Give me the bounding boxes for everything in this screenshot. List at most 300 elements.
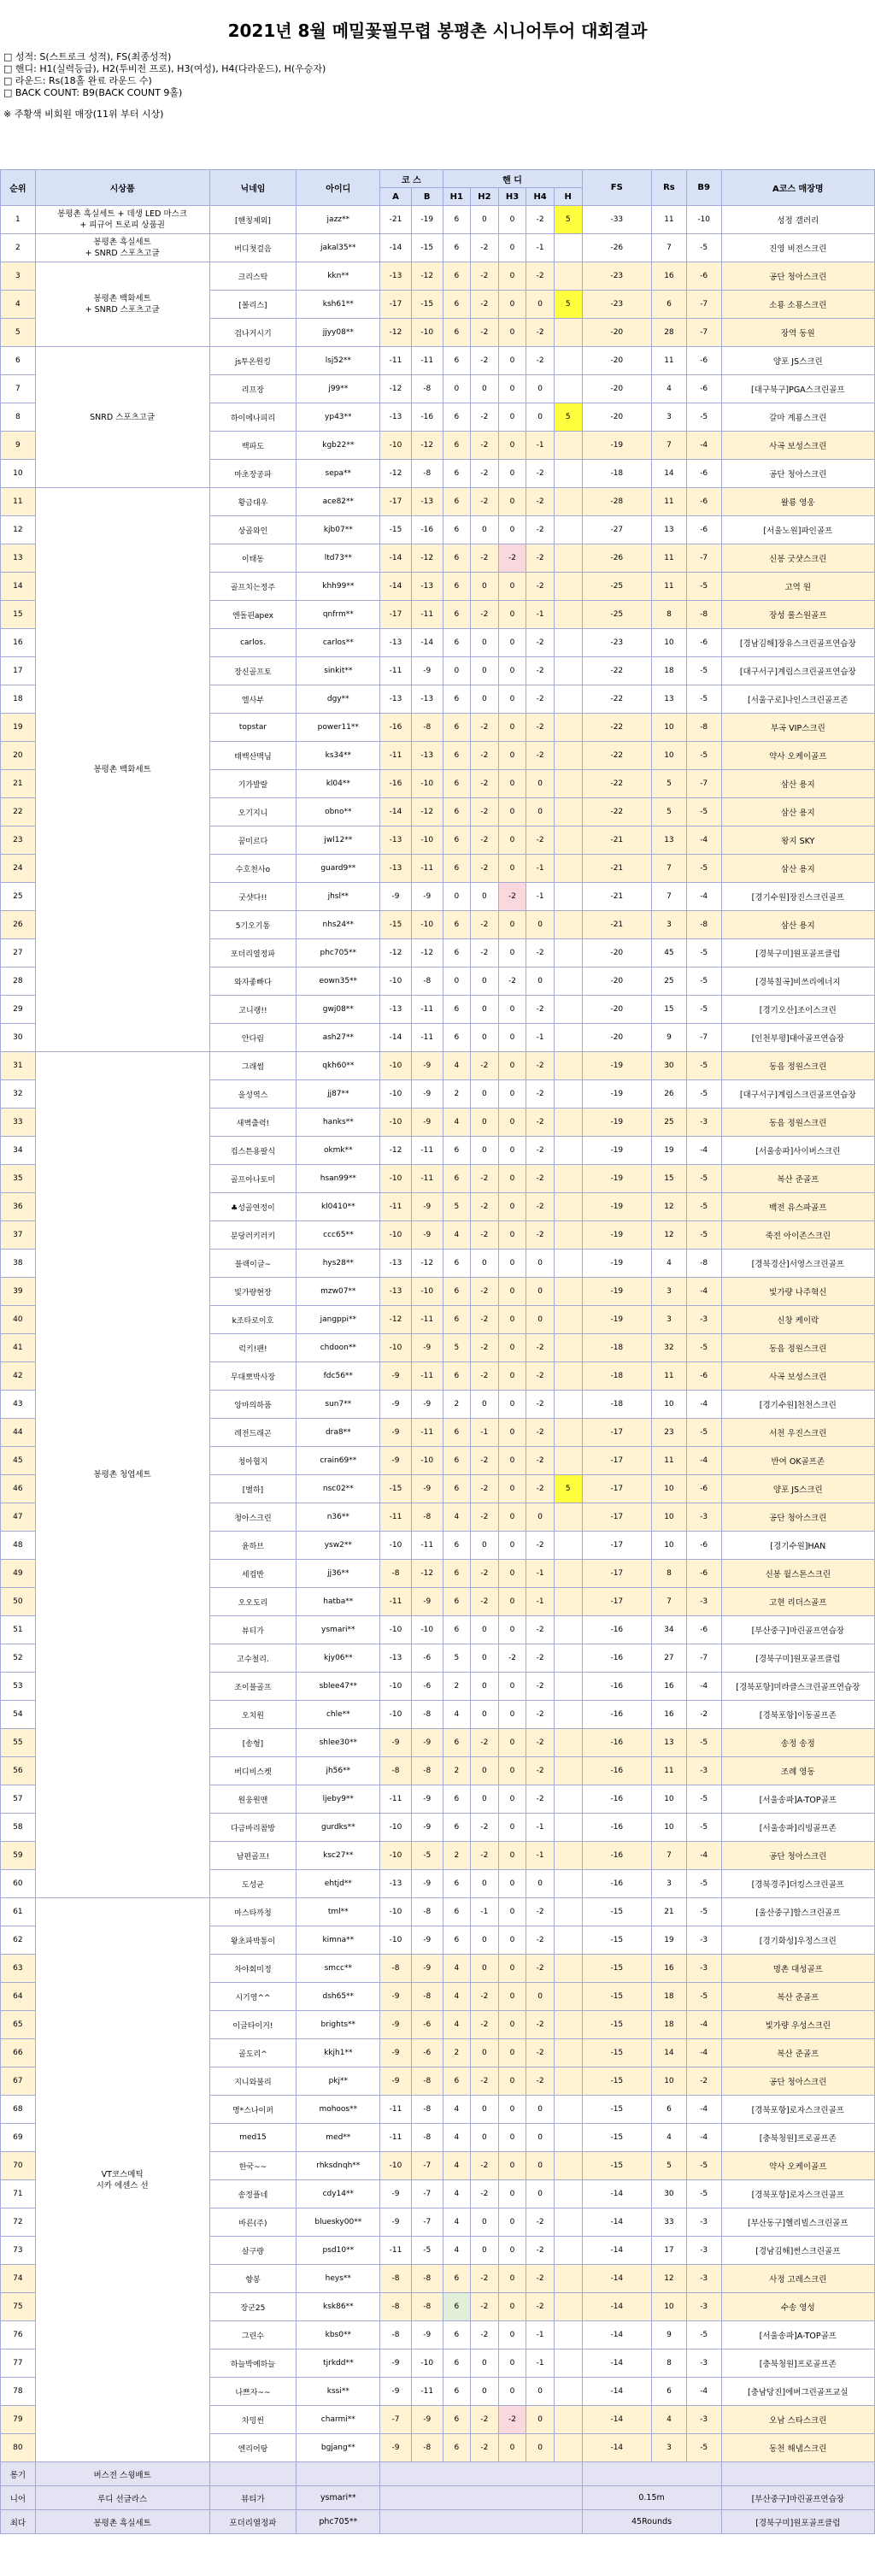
cell-Rs: 4 [652, 2124, 687, 2152]
cell-store: 소룡 소룡스크린 [721, 291, 874, 319]
cell-B: -12 [411, 262, 443, 291]
cell-rank: 65 [1, 2011, 36, 2039]
cell-H4: -2 [526, 347, 555, 375]
cell-B9: -6 [686, 460, 721, 488]
cell-H4: 0 [526, 798, 555, 826]
cell-store: 양포 JS스크린 [721, 1475, 874, 1503]
cell-B9: -7 [686, 291, 721, 319]
cell-FS: -16 [582, 1616, 652, 1644]
cell-H2: 0 [471, 1616, 499, 1644]
cell-H1: 2 [443, 1757, 471, 1785]
cell-store: 공단 청아스크린 [721, 1842, 874, 1870]
cell-H4: -1 [526, 855, 555, 883]
cell-id: hsan99** [297, 1165, 380, 1193]
cell-B: -8 [411, 2293, 443, 2321]
cell-rank: 58 [1, 1814, 36, 1842]
cell-H [554, 1278, 582, 1306]
cell-B9: -5 [686, 657, 721, 685]
cell-id: chle** [297, 1701, 380, 1729]
cell-nick: 살구량 [209, 2237, 297, 2265]
cell-rank: 39 [1, 1278, 36, 1306]
cell-A: -8 [380, 1955, 412, 1983]
cell-H3: 0 [498, 1673, 526, 1701]
cell-Rs: 15 [652, 1165, 687, 1193]
cell-H4: -2 [526, 1221, 555, 1250]
cell-H4: -2 [526, 319, 555, 347]
cell-Rs: 3 [652, 2434, 687, 2462]
award-blank [380, 2510, 582, 2534]
cell-Rs: 11 [652, 1447, 687, 1475]
cell-H [554, 1109, 582, 1137]
cell-id: kgb22** [297, 432, 380, 460]
cell-FS: -16 [582, 1757, 652, 1785]
cell-B9: -5 [686, 742, 721, 770]
cell-rank: 48 [1, 1532, 36, 1560]
cell-B: -11 [411, 1024, 443, 1052]
header-h: H [554, 188, 582, 206]
cell-H4: 0 [526, 1250, 555, 1278]
cell-H1: 0 [443, 375, 471, 403]
cell-B: -9 [411, 2406, 443, 2434]
cell-H3: 0 [498, 1278, 526, 1306]
cell-store: [경남김해]장유스크린골프연습장 [721, 629, 874, 657]
cell-H: 5 [554, 291, 582, 319]
cell-nick: 엔리어탕 [209, 2434, 297, 2462]
cell-id: ysmari** [297, 1616, 380, 1644]
cell-B9: -5 [686, 1785, 721, 1814]
cell-store: [서울노원]파인골프 [721, 516, 874, 544]
cell-H1: 6 [443, 1475, 471, 1503]
cell-rank: 30 [1, 1024, 36, 1052]
cell-B9: -5 [686, 1052, 721, 1080]
cell-H1: 6 [443, 206, 471, 234]
cell-A: -10 [380, 1673, 412, 1701]
cell-H2: 0 [471, 2096, 499, 2124]
cell-H [554, 2265, 582, 2293]
cell-H4: 0 [526, 2152, 555, 2180]
cell-B9: -4 [686, 1391, 721, 1419]
cell-H1: 6 [443, 714, 471, 742]
cell-A: -8 [380, 2321, 412, 2350]
prize-cell: 봉평촌 청엽세트 [35, 1052, 209, 1898]
cell-Rs: 14 [652, 460, 687, 488]
cell-id: hatba** [297, 1588, 380, 1616]
cell-rank: 21 [1, 770, 36, 798]
cell-FS: -33 [582, 206, 652, 234]
cell-H2: -2 [471, 1447, 499, 1475]
cell-nick: 백파도 [209, 432, 297, 460]
cell-id: cdy14** [297, 2180, 380, 2208]
cell-H2: -2 [471, 319, 499, 347]
cell-H3: 0 [498, 911, 526, 939]
cell-store: [충북청원]프로골프존 [721, 2124, 874, 2152]
cell-H4: -2 [526, 1080, 555, 1109]
cell-A: -8 [380, 1757, 412, 1785]
cell-FS: -20 [582, 1024, 652, 1052]
cell-H2: -2 [471, 1278, 499, 1306]
cell-rank: 9 [1, 432, 36, 460]
cell-H2: -2 [471, 2011, 499, 2039]
cell-id: ysw2** [297, 1532, 380, 1560]
cell-store: 수송 영성 [721, 2293, 874, 2321]
cell-H3: 0 [498, 1221, 526, 1250]
cell-B: -6 [411, 2039, 443, 2067]
cell-store: [서울송파]리빙골프존 [721, 1814, 874, 1842]
cell-H2: -2 [471, 1475, 499, 1503]
cell-H [554, 1532, 582, 1560]
cell-rank: 74 [1, 2265, 36, 2293]
cell-FS: -14 [582, 2208, 652, 2237]
cell-store: 신창 케이락 [721, 1306, 874, 1334]
cell-B9: -5 [686, 1983, 721, 2011]
cell-FS: -22 [582, 657, 652, 685]
cell-rank: 62 [1, 1926, 36, 1955]
cell-A: -9 [380, 2011, 412, 2039]
cell-nick: 버디비스켓 [209, 1757, 297, 1785]
cell-B9: -5 [686, 1814, 721, 1842]
cell-H1: 6 [443, 319, 471, 347]
cell-FS: -15 [582, 1926, 652, 1955]
cell-id: power11** [297, 714, 380, 742]
cell-A: -11 [380, 1503, 412, 1532]
cell-H2: -2 [471, 855, 499, 883]
cell-B9: -6 [686, 1560, 721, 1588]
cell-B9: -5 [686, 234, 721, 262]
cell-H1: 2 [443, 2039, 471, 2067]
cell-id: jjyy08** [297, 319, 380, 347]
cell-store: 조례 영동 [721, 1757, 874, 1785]
note-line: □ 핸디: H1(실력등급), H2(투비전 프로), H3(여성), H4(다라운드), H(우승자) [3, 63, 326, 74]
cell-nick: 고수철리. [209, 1644, 297, 1673]
cell-id: carlos** [297, 629, 380, 657]
cell-H [554, 629, 582, 657]
cell-id: hys28** [297, 1250, 380, 1278]
cell-B9: -5 [686, 1165, 721, 1193]
cell-H3: 0 [498, 1955, 526, 1983]
cell-Rs: 10 [652, 1532, 687, 1560]
cell-Rs: 23 [652, 1419, 687, 1447]
cell-rank: 13 [1, 544, 36, 573]
cell-H3: -2 [498, 967, 526, 996]
cell-id: ks34** [297, 742, 380, 770]
cell-H1: 6 [443, 488, 471, 516]
cell-B: -9 [411, 1221, 443, 1250]
cell-store: [경북포항]로자스크린골프 [721, 2096, 874, 2124]
cell-H2: 0 [471, 1955, 499, 1983]
cell-nick: 버디첫걸음 [209, 234, 297, 262]
cell-nick: carlos. [209, 629, 297, 657]
cell-nick: 블랙이글~ [209, 1250, 297, 1278]
cell-H3: 0 [498, 1193, 526, 1221]
cell-B9: -6 [686, 1616, 721, 1644]
cell-H4: 0 [526, 2180, 555, 2208]
cell-H2: -2 [471, 742, 499, 770]
cell-id: kbs0** [297, 2321, 380, 2350]
cell-store: [경북경산]서영스크린골프 [721, 1250, 874, 1278]
cell-FS: -18 [582, 1362, 652, 1391]
cell-H3: 0 [498, 1870, 526, 1898]
cell-B: -9 [411, 1870, 443, 1898]
cell-H3: 0 [498, 206, 526, 234]
cell-store: [경북포항]미라클스크린골프연습장 [721, 1673, 874, 1701]
cell-H2: 0 [471, 206, 499, 234]
cell-H3: 0 [498, 460, 526, 488]
cell-B9: -3 [686, 1955, 721, 1983]
cell-A: -14 [380, 234, 412, 262]
cell-Rs: 7 [652, 855, 687, 883]
cell-nick: med15 [209, 2124, 297, 2152]
cell-B9: -4 [686, 883, 721, 911]
cell-B9: -5 [686, 996, 721, 1024]
cell-B9: -7 [686, 1024, 721, 1052]
cell-B: -11 [411, 601, 443, 629]
cell-B: -9 [411, 1052, 443, 1080]
cell-B: -9 [411, 1475, 443, 1503]
cell-id: ccc65** [297, 1221, 380, 1250]
cell-H1: 6 [443, 403, 471, 432]
cell-Rs: 10 [652, 1391, 687, 1419]
cell-store: [경기오산]조이스크린 [721, 996, 874, 1024]
cell-H2: -2 [471, 826, 499, 855]
cell-H4: 0 [526, 375, 555, 403]
cell-Rs: 25 [652, 967, 687, 996]
cell-B: -8 [411, 714, 443, 742]
cell-B: -6 [411, 2011, 443, 2039]
cell-H3: 0 [498, 2265, 526, 2293]
table-row [1, 1898, 875, 1926]
award-nick [209, 2462, 297, 2486]
cell-B: -8 [411, 2434, 443, 2462]
award-type: 최다 [1, 2510, 36, 2534]
cell-H2: -2 [471, 1842, 499, 1870]
cell-A: -9 [380, 2350, 412, 2378]
cell-nick: 그래썸 [209, 1052, 297, 1080]
cell-Rs: 7 [652, 1842, 687, 1870]
cell-Rs: 12 [652, 2265, 687, 2293]
cell-H4: -2 [526, 826, 555, 855]
cell-FS: -27 [582, 516, 652, 544]
cell-H2: -2 [471, 460, 499, 488]
cell-H1: 6 [443, 573, 471, 601]
cell-H4: -1 [526, 1560, 555, 1588]
cell-nick: 무대뽀박사장 [209, 1362, 297, 1391]
cell-store: 성정 갤러리 [721, 206, 874, 234]
cell-B9: -5 [686, 967, 721, 996]
cell-id: ljeby9** [297, 1785, 380, 1814]
cell-B: -8 [411, 2265, 443, 2293]
award-store: [경북구미]원포골프클럽 [721, 2510, 874, 2534]
cell-H4: -2 [526, 262, 555, 291]
cell-FS: -15 [582, 1898, 652, 1926]
cell-nick: 레전드래곤 [209, 1419, 297, 1447]
cell-H [554, 1560, 582, 1588]
cell-H4: -2 [526, 1052, 555, 1080]
cell-H2: -2 [471, 1588, 499, 1616]
cell-nick: 그린수 [209, 2321, 297, 2350]
cell-nick: 골도리^ [209, 2039, 297, 2067]
cell-B: -13 [411, 685, 443, 714]
cell-H3: 0 [498, 1926, 526, 1955]
cell-H [554, 2237, 582, 2265]
cell-id: charmi** [297, 2406, 380, 2434]
cell-FS: -14 [582, 2293, 652, 2321]
cell-id: med** [297, 2124, 380, 2152]
cell-H2: -2 [471, 403, 499, 432]
cell-id: yp43** [297, 403, 380, 432]
results-table [0, 169, 875, 2534]
cell-store: [대구북구]PGA스크린골프 [721, 375, 874, 403]
cell-store: 부곡 VIP스크린 [721, 714, 874, 742]
cell-FS: -19 [582, 1109, 652, 1137]
cell-nick: 기가발랄 [209, 770, 297, 798]
cell-H1: 6 [443, 1729, 471, 1757]
cell-H [554, 1419, 582, 1447]
cell-H3: 0 [498, 2039, 526, 2067]
cell-FS: -16 [582, 1673, 652, 1701]
cell-A: -11 [380, 1588, 412, 1616]
cell-H4: -2 [526, 1109, 555, 1137]
cell-nick: 바른(주) [209, 2208, 297, 2237]
cell-Rs: 3 [652, 911, 687, 939]
cell-B: -7 [411, 2152, 443, 2180]
cell-H2: -2 [471, 1052, 499, 1080]
cell-store: 고현 리더스골프 [721, 1588, 874, 1616]
cell-H3: -2 [498, 544, 526, 573]
cell-store: 장성 롤스원골프 [721, 601, 874, 629]
cell-nick: 원웅원맨 [209, 1785, 297, 1814]
prize-cell: SNRD 스포츠고글 [35, 347, 209, 488]
cell-H1: 2 [443, 1080, 471, 1109]
cell-H4: 0 [526, 911, 555, 939]
cell-store: 동읍 정원스크린 [721, 1052, 874, 1080]
cell-rank: 19 [1, 714, 36, 742]
cell-H2: -2 [471, 234, 499, 262]
cell-A: -16 [380, 770, 412, 798]
cell-store: [경북포항]로자스크린골프 [721, 2180, 874, 2208]
cell-H [554, 1362, 582, 1391]
cell-id: ksc27** [297, 1842, 380, 1870]
cell-Rs: 34 [652, 1616, 687, 1644]
cell-B9: -5 [686, 685, 721, 714]
cell-rank: 60 [1, 1870, 36, 1898]
cell-Rs: 16 [652, 1673, 687, 1701]
cell-H2: -1 [471, 1898, 499, 1926]
cell-store: 동읍 정원스크린 [721, 1334, 874, 1362]
cell-FS: -19 [582, 1221, 652, 1250]
cell-B9: -3 [686, 1306, 721, 1334]
cell-B9: -8 [686, 601, 721, 629]
cell-B: -16 [411, 516, 443, 544]
cell-B9: -5 [686, 1898, 721, 1926]
cell-H4: 0 [526, 403, 555, 432]
cell-B: -10 [411, 911, 443, 939]
cell-H [554, 911, 582, 939]
cell-rank: 76 [1, 2321, 36, 2350]
cell-A: -10 [380, 1334, 412, 1362]
cell-H3: 0 [498, 432, 526, 460]
cell-H [554, 1334, 582, 1362]
award-nick: 뷰티가 [209, 2486, 297, 2510]
cell-FS: -14 [582, 2434, 652, 2462]
prize-cell: 봉평촌 흑실세트 + 데생 LED 마스크 + 피규어 트로피 상품권 [35, 206, 209, 234]
cell-id: ltd73** [297, 544, 380, 573]
cell-H2: 0 [471, 1137, 499, 1165]
cell-B9: -7 [686, 319, 721, 347]
cell-rank: 79 [1, 2406, 36, 2434]
cell-A: -11 [380, 1193, 412, 1221]
cell-H3: 0 [498, 1532, 526, 1560]
cell-A: -10 [380, 1701, 412, 1729]
cell-H1: 6 [443, 2378, 471, 2406]
cell-FS: -14 [582, 2321, 652, 2350]
cell-H1: 6 [443, 685, 471, 714]
cell-H4: -2 [526, 685, 555, 714]
cell-H [554, 1673, 582, 1701]
cell-A: -13 [380, 1250, 412, 1278]
cell-nick: 굿샷다!! [209, 883, 297, 911]
cell-A: -13 [380, 826, 412, 855]
cell-Rs: 19 [652, 1926, 687, 1955]
award-blank [380, 2462, 582, 2486]
cell-A: -11 [380, 2124, 412, 2152]
cell-B9: -5 [686, 855, 721, 883]
cell-H1: 5 [443, 1644, 471, 1673]
table-row [1, 347, 875, 375]
cell-Rs: 5 [652, 770, 687, 798]
cell-id: qkh60** [297, 1052, 380, 1080]
award-type: 롱기 [1, 2462, 36, 2486]
cell-H1: 4 [443, 2180, 471, 2208]
note-line: □ 성적: S(스트로크 성적), FS(최종성적) [3, 51, 172, 62]
cell-id: jh56** [297, 1757, 380, 1785]
cell-store: 죽전 아이존스크린 [721, 1221, 874, 1250]
cell-H1: 6 [443, 1278, 471, 1306]
cell-A: -9 [380, 1447, 412, 1475]
cell-H3: 0 [498, 826, 526, 855]
cell-nick: 엘사부 [209, 685, 297, 714]
cell-H [554, 2378, 582, 2406]
cell-Rs: 18 [652, 657, 687, 685]
cell-rank: 67 [1, 2067, 36, 2096]
cell-nick: 컵스튼용팔식 [209, 1137, 297, 1165]
cell-H4: 0 [526, 2434, 555, 2462]
cell-store: 서천 우진스크린 [721, 1419, 874, 1447]
cell-H3: 0 [498, 2152, 526, 2180]
cell-H [554, 544, 582, 573]
cell-store: [경북구미]원포골프클럽 [721, 939, 874, 967]
cell-H2: 0 [471, 1391, 499, 1419]
cell-H4: -2 [526, 1757, 555, 1785]
cell-rank: 16 [1, 629, 36, 657]
cell-A: -11 [380, 347, 412, 375]
cell-FS: -18 [582, 1391, 652, 1419]
cell-A: -10 [380, 1926, 412, 1955]
cell-A: -9 [380, 2208, 412, 2237]
cell-H3: 0 [498, 1306, 526, 1334]
cell-FS: -19 [582, 432, 652, 460]
cell-A: -10 [380, 1052, 412, 1080]
cell-B9: -4 [686, 826, 721, 855]
cell-H3: 0 [498, 2321, 526, 2350]
header-b9: B9 [686, 170, 721, 206]
cell-H [554, 967, 582, 996]
cell-FS: -15 [582, 1983, 652, 2011]
cell-rank: 50 [1, 1588, 36, 1616]
cell-H2: -2 [471, 2265, 499, 2293]
cell-nick: 을성역스 [209, 1080, 297, 1109]
cell-H4: -2 [526, 1955, 555, 1983]
cell-rank: 15 [1, 601, 36, 629]
